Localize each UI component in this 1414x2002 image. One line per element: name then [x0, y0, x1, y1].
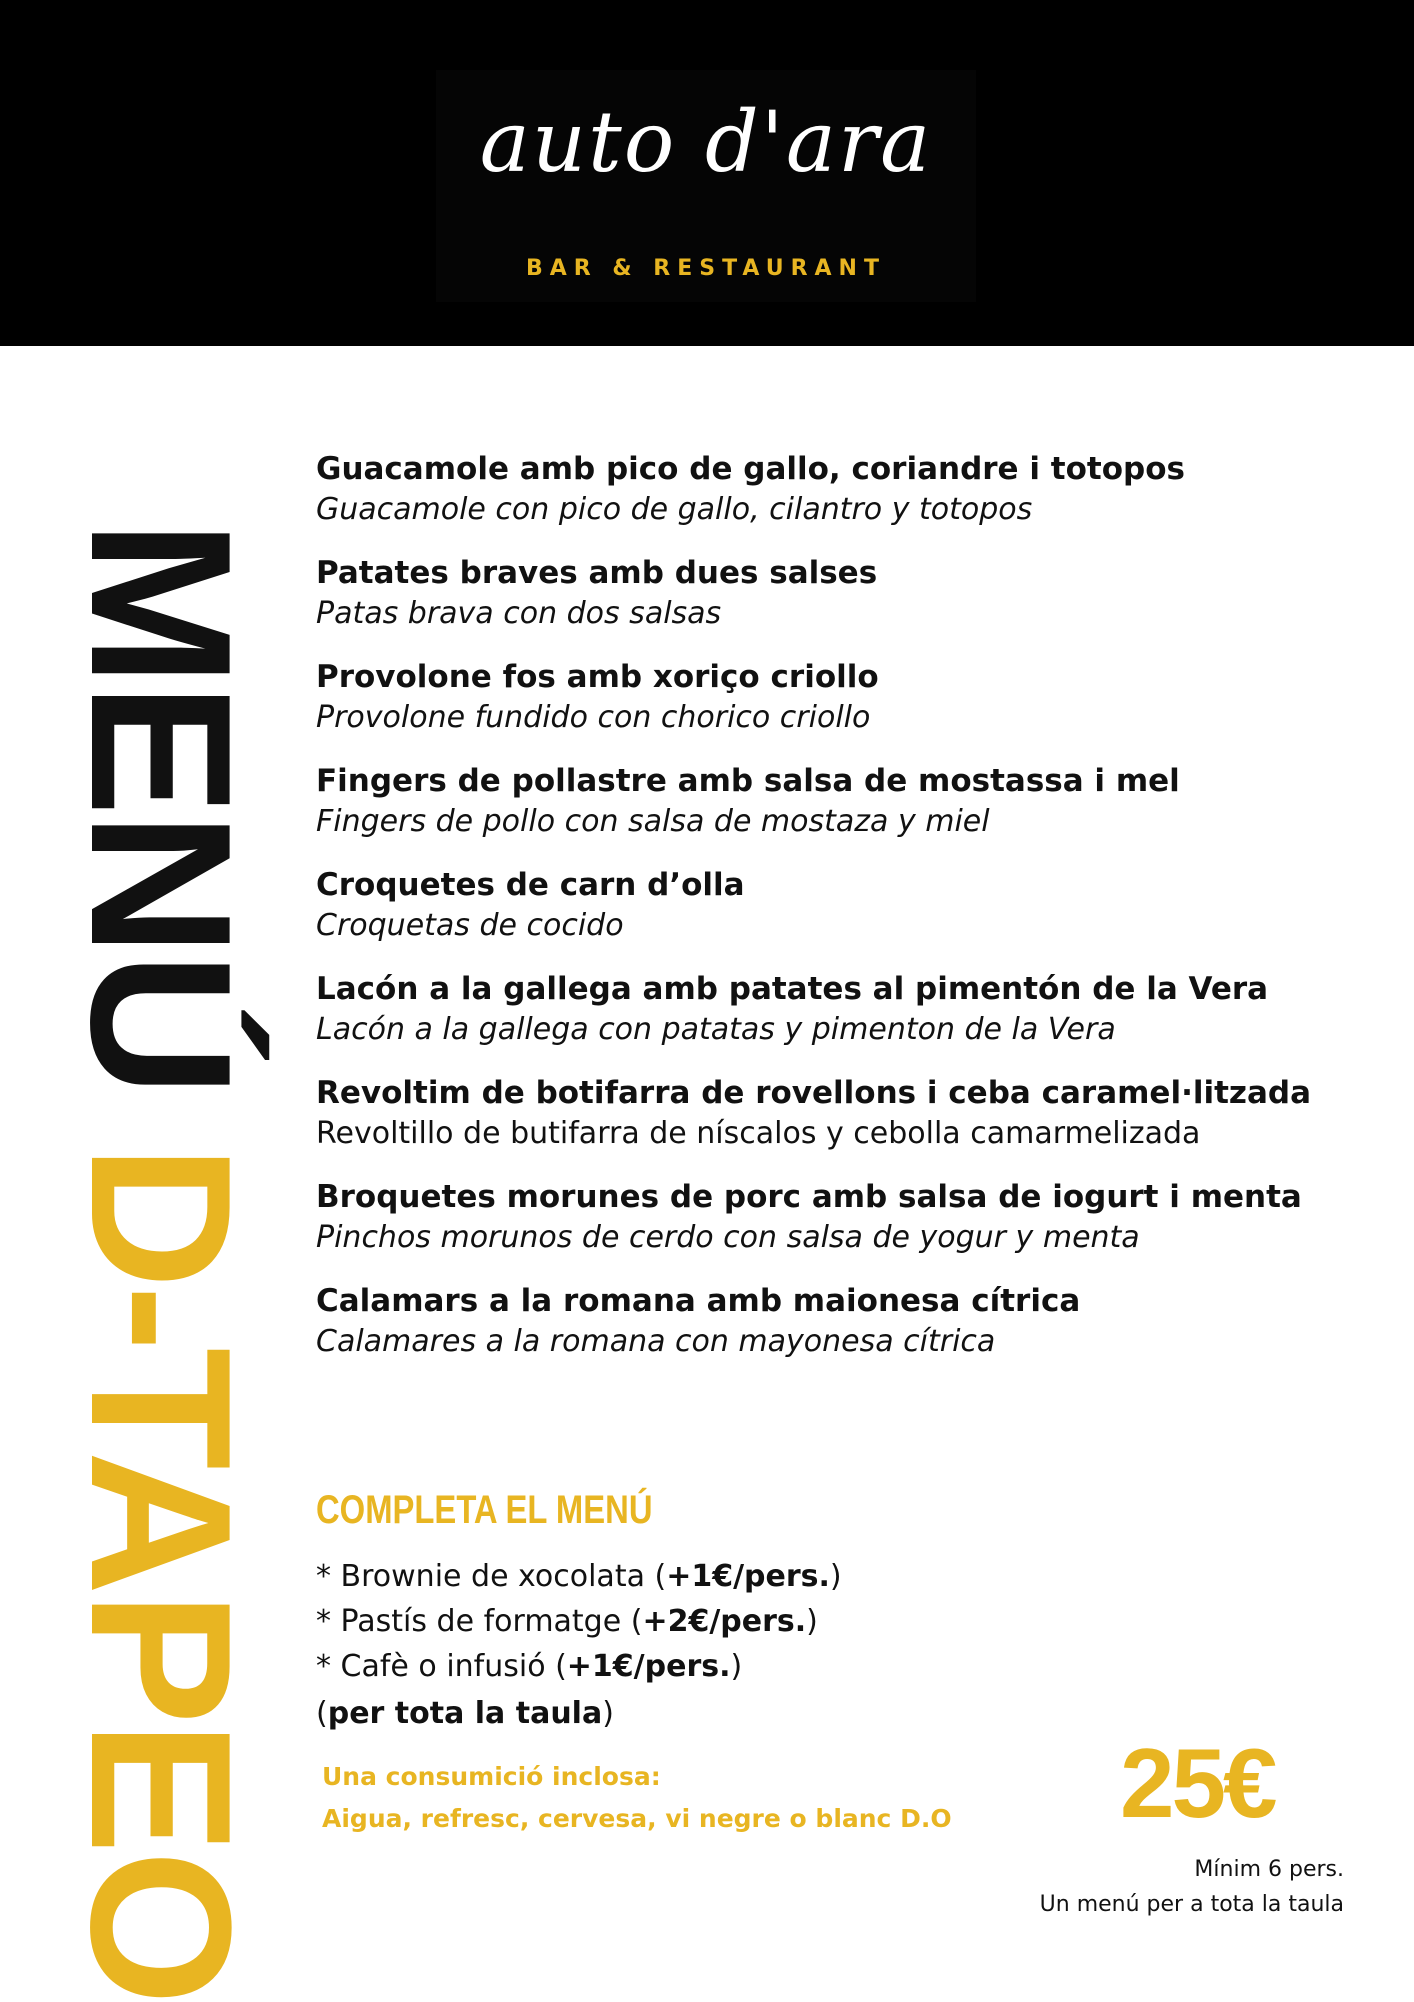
menu-item: [316, 448, 1336, 552]
note-open: (: [316, 1696, 328, 1731]
note-close: ): [602, 1696, 614, 1731]
menu-item: [316, 1280, 1336, 1384]
extra-close: ): [806, 1604, 818, 1639]
extras-note: [316, 1689, 1016, 1739]
dish-name-ca: Broquetes morunes de porc amb salsa de iogurt i menta: [316, 1179, 1302, 1215]
drink-line-2: Aigua, refresc, cervesa, vi negre o blanc D.O: [322, 1804, 952, 1833]
menu-item: [316, 968, 1336, 1072]
extras-heading: COMPLETA EL MENÚ: [316, 1488, 653, 1532]
title-part-2: D-TAPEO: [49, 1144, 272, 2002]
menu-item: [316, 656, 1336, 760]
menu-item: [316, 864, 1336, 968]
vertical-title: [49, 520, 272, 2002]
extra-price: +1€/pers.: [666, 1559, 830, 1594]
dish-name-ca: Croquetes de carn d’olla: [316, 867, 745, 903]
menu-list: [316, 448, 1336, 1384]
extra-price: +1€/pers.: [566, 1649, 731, 1684]
conditions-line-1: Mínim 6 pers.: [1194, 1857, 1344, 1882]
extra-close: ): [730, 1649, 743, 1684]
drink-line-1: Una consumició inclosa:: [322, 1762, 661, 1791]
conditions: [1040, 1852, 1344, 1922]
dish-name-ca: Patates braves amb dues salses: [316, 555, 878, 591]
note-text: per tota la taula: [327, 1696, 603, 1731]
extra-name: * Pastís de formatge (: [316, 1604, 643, 1639]
extra-name: * Brownie de xocolata (: [316, 1559, 667, 1594]
dish-name-ca: Fingers de pollastre amb salsa de mostassa i mel: [316, 763, 1180, 799]
extra-item: [316, 1599, 1016, 1644]
dish-name-ca: Guacamole amb pico de gallo, coriandre i totopos: [316, 451, 1185, 487]
dish-name-es: Calamares a la romana con mayonesa cítrica: [316, 1324, 996, 1359]
extra-price: +2€/pers.: [642, 1604, 807, 1639]
dish-name-ca: Revoltim de botifarra de rovellons i ceba caramel·litzada: [316, 1075, 1311, 1111]
dish-name-es: Lacón a la gallega con patatas y pimenton de la Vera: [316, 1012, 1116, 1047]
extra-item: [316, 1644, 1016, 1689]
dish-name-es: Patas brava con dos salsas: [316, 596, 722, 631]
dish-name-es: Provolone fundido con chorico criollo: [316, 700, 871, 735]
conditions-line-2: Un menú per a tota la taula: [1039, 1892, 1344, 1917]
title-part-1: MENÚ: [49, 520, 272, 1093]
menu-item: [316, 1072, 1336, 1176]
menu-item: [316, 552, 1336, 656]
dish-name-ca: Provolone fos amb xoriço criollo: [316, 659, 879, 695]
dish-name-ca: Calamars a la romana amb maionesa cítrica: [316, 1283, 1081, 1319]
menu-item: [316, 1176, 1336, 1280]
menu-price: 25€: [1120, 1728, 1275, 1838]
extra-item: [316, 1554, 1016, 1599]
included-drink: [322, 1756, 952, 1840]
dish-name-es: Guacamole con pico de gallo, cilantro y totopos: [316, 492, 1033, 527]
extras-list: [316, 1554, 1016, 1739]
logo: [436, 70, 976, 302]
logo-subtitle: BAR & RESTAURANT: [526, 256, 886, 281]
extra-name: * Cafè o infusió (: [316, 1649, 567, 1684]
dish-name-es: Revoltillo de butifarra de níscalos y cebolla camarmelizada: [316, 1116, 1201, 1151]
menu-item: [316, 760, 1336, 864]
dish-name-es: Croquetas de cocido: [316, 908, 624, 943]
dish-name-ca: Lacón a la gallega amb patates al pimentón de la Vera: [316, 971, 1269, 1007]
dish-name-es: Fingers de pollo con salsa de mostaza y miel: [316, 804, 990, 839]
dish-name-es: Pinchos morunos de cerdo con salsa de yogur y menta: [316, 1220, 1140, 1255]
header-banner: [0, 0, 1414, 346]
logo-name: auto d'ara: [479, 93, 933, 191]
extra-close: ): [829, 1559, 842, 1594]
